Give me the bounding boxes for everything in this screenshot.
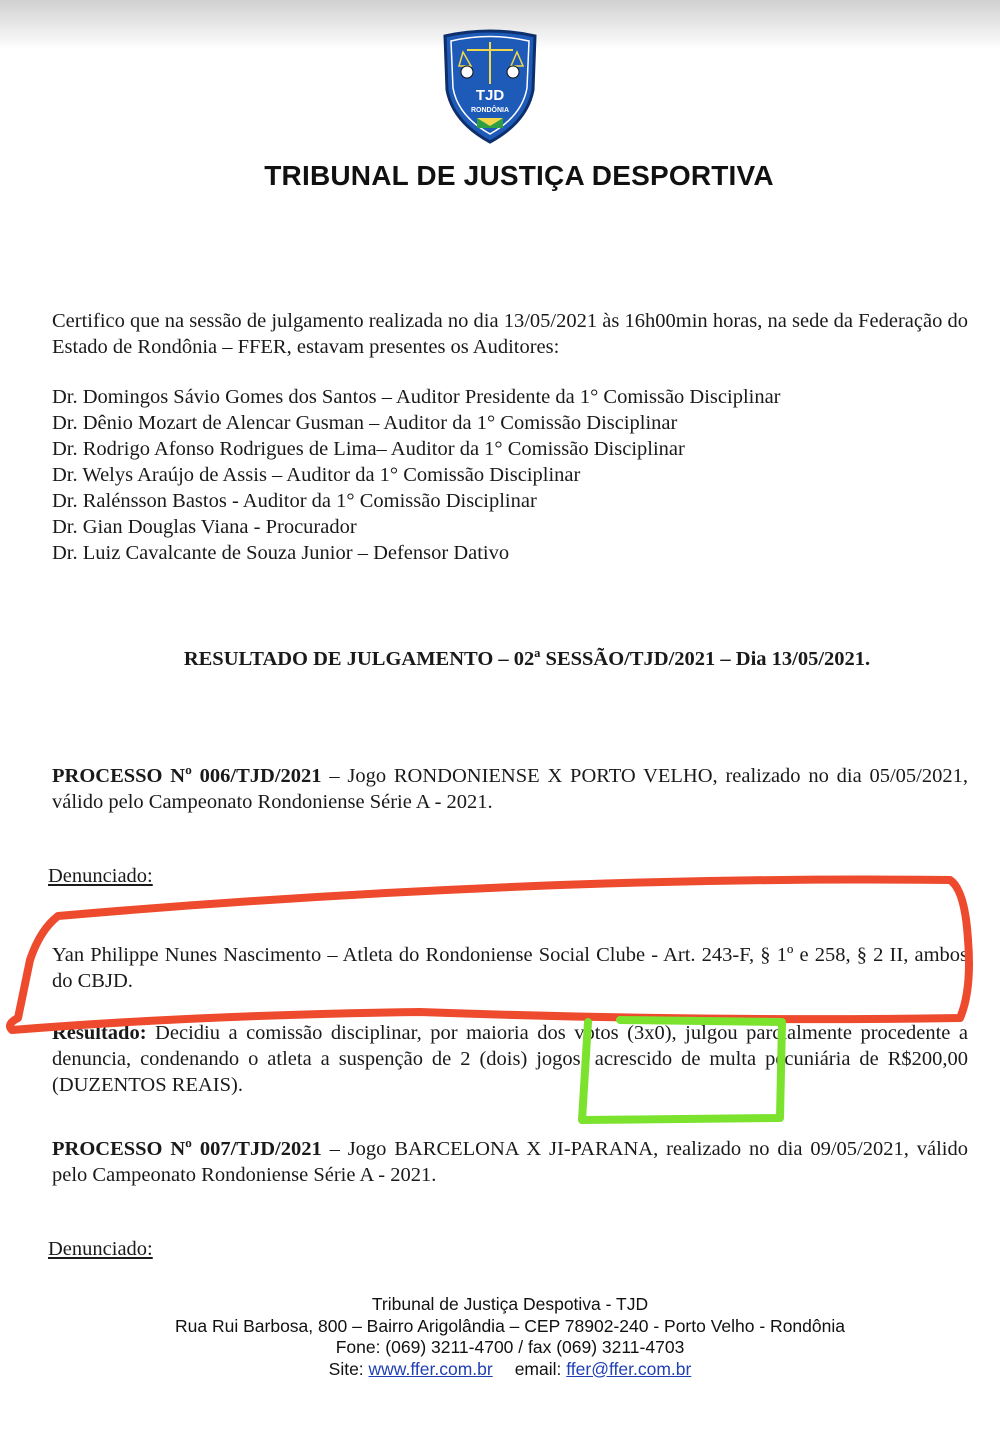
denunciado-label: Denunciado: <box>48 865 153 887</box>
logo-subtext: RONDÔNIA <box>470 107 510 114</box>
tjd-logo <box>437 26 543 146</box>
page-title: TRIBUNAL DE JUSTIÇA DESPORTIVA <box>264 160 774 191</box>
denunciado-paragraph: Yan Philippe Nunes Nascimento – Atleta do Rondoniense Social Clube - Art. 243-F, § 1º e 258, § 2 II, ambos do CBJD. <box>52 944 968 992</box>
list-item: Dr. Domingos Sávio Gomes dos Santos – Auditor Presidente da 1° Comissão Disciplinar <box>52 386 781 408</box>
list-item: Dr. Welys Araújo de Assis – Auditor da 1° Comissão Disciplinar <box>52 464 581 486</box>
list-item: Dr. Rodrigo Afonso Rodrigues de Lima– Auditor da 1° Comissão Disciplinar <box>52 438 685 460</box>
site-label: Site: <box>328 1358 369 1379</box>
footer-line-1: Tribunal de Justiça Despotiva - TJD <box>371 1294 649 1314</box>
denunciado-label-2: Denunciado: <box>48 1238 153 1260</box>
footer-line-2: Rua Rui Barbosa, 800 – Bairro Arigolândia – CEP 78902-240 - Porto Velho - Rondônia <box>175 1315 845 1336</box>
process-007-label: PROCESSO Nº 007/TJD/2021 <box>52 1138 322 1160</box>
resultado-paragraph <box>52 1020 968 1098</box>
process-007-paragraph <box>52 1136 968 1188</box>
footer-contact <box>0 1359 1000 1381</box>
list-item: Dr. Gian Douglas Viana - Procurador <box>52 516 357 538</box>
list-item: Dr. Dênio Mozart de Alencar Gusman – Auditor da 1° Comissão Disciplinar <box>52 412 678 434</box>
footer <box>0 1294 1000 1380</box>
resultado-label: Resultado: <box>52 1022 147 1044</box>
process-006-paragraph <box>52 763 968 815</box>
email-link[interactable]: ffer@ffer.com.br <box>566 1358 692 1379</box>
process-006-text: – Jogo RONDONIENSE X PORTO VELHO, realizado no dia 05/05/2021, válido pelo Campeonato Rondoniense Série A - 2021. <box>52 765 968 813</box>
intro-paragraph: Certifico que na sessão de julgamento realizada no dia 13/05/2021 às 16h00min horas, na sede da Federação do Estado de Rondônia – FFER, estavam presentes os Auditores: <box>52 310 968 358</box>
site-link[interactable]: www.ffer.com.br <box>368 1358 493 1379</box>
logo-text: TJD <box>475 87 505 104</box>
process-007-text: – Jogo BARCELONA X JI-PARANA, realizado no dia 09/05/2021, válido pelo Campeonato Rondoniense Série A - 2021. <box>52 1138 968 1186</box>
email-label: email: <box>514 1358 567 1379</box>
footer-line-3: Fone: (069) 3211-4700 / fax (069) 3211-4703 <box>335 1337 685 1357</box>
list-item: Dr. Luiz Cavalcante de Souza Junior – Defensor Dativo <box>52 542 510 564</box>
list-item: Dr. Ralénsson Bastos - Auditor da 1° Comissão Disciplinar <box>52 490 537 512</box>
process-006-label: PROCESSO Nº 006/TJD/2021 <box>52 765 322 787</box>
resultado-text: Decidiu a comissão disciplinar, por maioria dos votos (3x0), julgou parcialmente procedente a denuncia, condenando o atleta a suspenção de 2 (dois) jogos, acrescido de multa pecuniária de R$200,00 (DUZENTOS REAIS). <box>52 1022 968 1096</box>
result-heading: RESULTADO DE JULGAMENTO – 02ª SESSÃO/TJD/2021 – Dia 13/05/2021. <box>183 648 871 670</box>
